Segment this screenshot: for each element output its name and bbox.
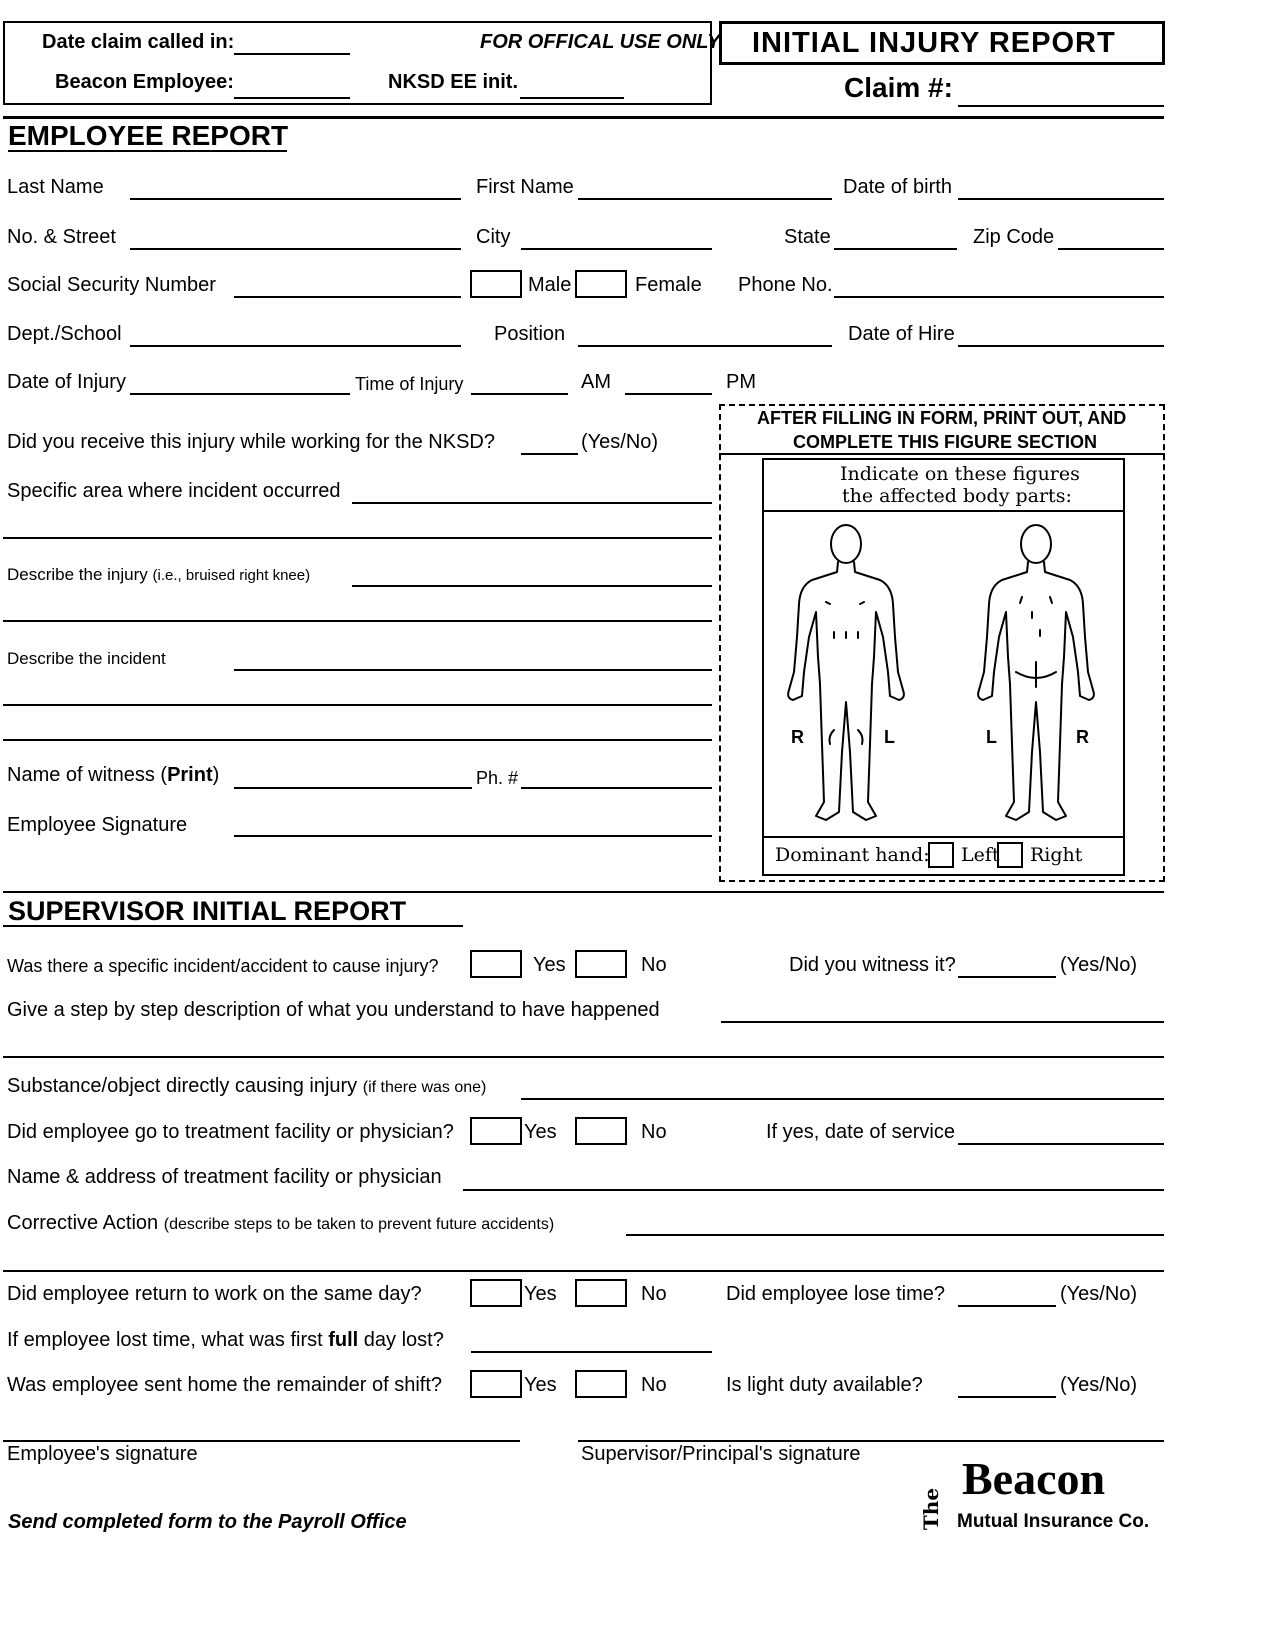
lose-time-yesno: (Yes/No): [1060, 1283, 1138, 1305]
specific-incident-question: Was there a specific incident/accident to cause injury?: [7, 956, 439, 976]
city-label: City: [476, 226, 511, 248]
indicate-text-1: Indicate on these figures: [840, 463, 1080, 485]
date-service-field[interactable]: [958, 1143, 1164, 1145]
employee-title-underline: [8, 150, 287, 152]
claim-label: Claim #:: [844, 72, 953, 103]
position-label: Position: [494, 323, 566, 345]
facility-label: Name & address of treatment facility or physician: [7, 1166, 442, 1188]
first-day-lost-label: If employee lost time, what was first full day lost?: [7, 1329, 444, 1351]
corrective-field[interactable]: [626, 1234, 1164, 1236]
first-day-lost-field[interactable]: [471, 1351, 712, 1353]
date-claim-field[interactable]: [234, 53, 350, 55]
return-no-checkbox[interactable]: [575, 1279, 627, 1307]
light-duty-field[interactable]: [958, 1396, 1056, 1398]
light-duty-question: Is light duty available?: [726, 1374, 923, 1396]
witness-field[interactable]: [234, 787, 472, 789]
describe-incident-field[interactable]: [234, 669, 712, 671]
front-left-marker: L: [884, 727, 895, 747]
sent-home-yes-checkbox[interactable]: [470, 1370, 522, 1398]
phone-label: Phone No.: [738, 274, 833, 296]
describe-incident-label: Describe the incident: [7, 649, 166, 668]
substance-field[interactable]: [521, 1098, 1164, 1100]
phone-field[interactable]: [834, 296, 1164, 298]
dominant-left-checkbox[interactable]: [928, 842, 954, 868]
describe-incident-field-2[interactable]: [3, 704, 712, 706]
employee-section-title: EMPLOYEE REPORT: [8, 120, 289, 151]
describe-incident-field-3[interactable]: [3, 739, 712, 741]
step-description-field[interactable]: [721, 1021, 1164, 1023]
nksd-init-label: NKSD EE init.: [388, 71, 519, 93]
back-right-marker: R: [1076, 727, 1089, 747]
treatment-no-label: No: [641, 1121, 667, 1143]
figure-instruction-2: COMPLETE THIS FIGURE SECTION: [793, 432, 1098, 452]
street-label: No. & Street: [7, 226, 116, 248]
dominant-right-label: Right: [1030, 844, 1083, 866]
ssn-field[interactable]: [234, 296, 461, 298]
beacon-employee-label: Beacon Employee:: [55, 71, 234, 93]
figure-instruction-divider: [719, 453, 1165, 455]
witness-phone-field[interactable]: [521, 787, 712, 789]
nksd-yesno: (Yes/No): [581, 431, 659, 453]
beacon-employee-field[interactable]: [234, 97, 350, 99]
nksd-init-field[interactable]: [520, 97, 624, 99]
male-label: Male: [528, 274, 572, 296]
sent-home-no-label: No: [641, 1374, 667, 1396]
header-divider: [3, 116, 1164, 119]
toi-am-field[interactable]: [471, 393, 568, 395]
describe-injury-field[interactable]: [352, 585, 712, 587]
return-yes-label: Yes: [524, 1283, 557, 1305]
female-checkbox[interactable]: [575, 270, 627, 298]
dominant-hand-label: Dominant hand:: [775, 844, 930, 866]
nksd-question: Did you receive this injury while working for the NKSD?: [7, 431, 495, 453]
first-name-label: First Name: [476, 176, 574, 198]
lose-time-field[interactable]: [958, 1305, 1056, 1307]
specific-incident-no-checkbox[interactable]: [575, 950, 627, 978]
beacon-logo: [920, 1455, 1170, 1545]
light-duty-yesno: (Yes/No): [1060, 1374, 1138, 1396]
corrective-field-2[interactable]: [3, 1270, 1164, 1272]
back-body-figure: [978, 525, 1094, 820]
employee-signature-label: Employee Signature: [7, 814, 188, 836]
witness-label: Name of witness (Print): [7, 764, 220, 786]
date-service-label: If yes, date of service: [766, 1121, 955, 1143]
state-field[interactable]: [834, 248, 957, 250]
employee-sig-label: Employee's signature: [7, 1443, 198, 1465]
dob-label: Date of birth: [843, 176, 952, 198]
doi-label: Date of Injury: [7, 371, 126, 393]
date-claim-label: Date claim called in:: [42, 31, 235, 53]
supervisor-section-title: SUPERVISOR INITIAL REPORT: [8, 896, 407, 926]
describe-injury-field-2[interactable]: [3, 620, 712, 622]
doi-field[interactable]: [130, 393, 350, 395]
corrective-label: Corrective Action (describe steps to be taken to prevent future accidents): [7, 1212, 555, 1234]
witness-question: Did you witness it?: [789, 954, 956, 976]
step-description-field-2[interactable]: [3, 1056, 1164, 1058]
specific-incident-no-label: No: [641, 954, 667, 976]
describe-injury-label: Describe the injury (i.e., bruised right knee): [7, 565, 311, 584]
logo-mutual: Mutual Insurance Co.: [957, 1511, 1150, 1532]
area-label: Specific area where incident occurred: [7, 480, 341, 502]
dept-field[interactable]: [130, 345, 461, 347]
dominant-left-label: Left: [961, 844, 1000, 866]
female-label: Female: [635, 274, 702, 296]
dept-label: Dept./School: [7, 323, 122, 345]
pm-label: PM: [726, 371, 756, 393]
claim-field[interactable]: [958, 105, 1164, 107]
return-question: Did employee return to work on the same day?: [7, 1283, 422, 1305]
logo-the: The: [919, 1487, 944, 1531]
section-divider: [3, 891, 1164, 893]
witness-phone-label: Ph. #: [476, 768, 519, 788]
ssn-label: Social Security Number: [7, 274, 216, 296]
nksd-answer-field[interactable]: [521, 453, 578, 455]
treatment-yes-checkbox[interactable]: [470, 1117, 522, 1145]
treatment-question: Did employee go to treatment facility or physician?: [7, 1121, 454, 1143]
area-field-2[interactable]: [3, 537, 712, 539]
official-use-label: FOR OFFICAL USE ONLY: [480, 31, 721, 53]
position-field[interactable]: [578, 345, 832, 347]
zip-field[interactable]: [1058, 248, 1164, 250]
lose-time-question: Did employee lose time?: [726, 1283, 945, 1305]
facility-field[interactable]: [463, 1189, 1164, 1191]
last-name-label: Last Name: [7, 176, 104, 198]
area-field[interactable]: [352, 502, 712, 504]
state-label: State: [784, 226, 831, 248]
sent-home-question: Was employee sent home the remainder of shift?: [7, 1374, 443, 1396]
back-left-marker: L: [986, 727, 997, 747]
substance-label: Substance/object directly causing injury (if there was one): [7, 1075, 487, 1097]
body-figure-footer-divider: [762, 836, 1125, 838]
toi-pm-field[interactable]: [625, 393, 712, 395]
dominant-right-checkbox[interactable]: [997, 842, 1023, 868]
front-right-marker: R: [791, 727, 804, 747]
witness-yesno: (Yes/No): [1060, 954, 1138, 976]
sent-home-no-checkbox[interactable]: [575, 1370, 627, 1398]
employee-signature-field[interactable]: [234, 835, 712, 837]
specific-incident-yes-checkbox[interactable]: [470, 950, 522, 978]
return-yes-checkbox[interactable]: [470, 1279, 522, 1307]
hire-field[interactable]: [958, 345, 1164, 347]
indicate-text-2: the affected body parts:: [842, 485, 1072, 507]
witness-answer-field[interactable]: [958, 976, 1056, 978]
specific-incident-yes-label: Yes: [533, 954, 566, 976]
street-field[interactable]: [130, 248, 461, 250]
figure-instruction-1: AFTER FILLING IN FORM, PRINT OUT, AND: [757, 408, 1127, 428]
city-field[interactable]: [521, 248, 712, 250]
body-diagram[interactable]: [764, 512, 1123, 834]
toi-label: Time of Injury: [355, 374, 464, 394]
first-name-field[interactable]: [578, 198, 832, 200]
sent-home-yes-label: Yes: [524, 1374, 557, 1396]
zip-label: Zip Code: [973, 226, 1055, 248]
supervisor-title-underline: [3, 925, 463, 927]
return-no-label: No: [641, 1283, 667, 1305]
treatment-no-checkbox[interactable]: [575, 1117, 627, 1145]
dob-field[interactable]: [958, 198, 1164, 200]
send-to-note: Send completed form to the Payroll Office: [8, 1511, 407, 1533]
treatment-yes-label: Yes: [524, 1121, 557, 1143]
front-body-figure: [788, 525, 904, 820]
page-title: INITIAL INJURY REPORT: [752, 27, 1116, 59]
male-checkbox[interactable]: [470, 270, 522, 298]
logo-beacon: Beacon: [962, 1453, 1106, 1504]
hire-label: Date of Hire: [848, 323, 955, 345]
am-label: AM: [581, 371, 611, 393]
supervisor-sig-label: Supervisor/Principal's signature: [581, 1443, 861, 1465]
step-description-label: Give a step by step description of what you understand to have happened: [7, 999, 660, 1021]
last-name-field[interactable]: [130, 198, 461, 200]
